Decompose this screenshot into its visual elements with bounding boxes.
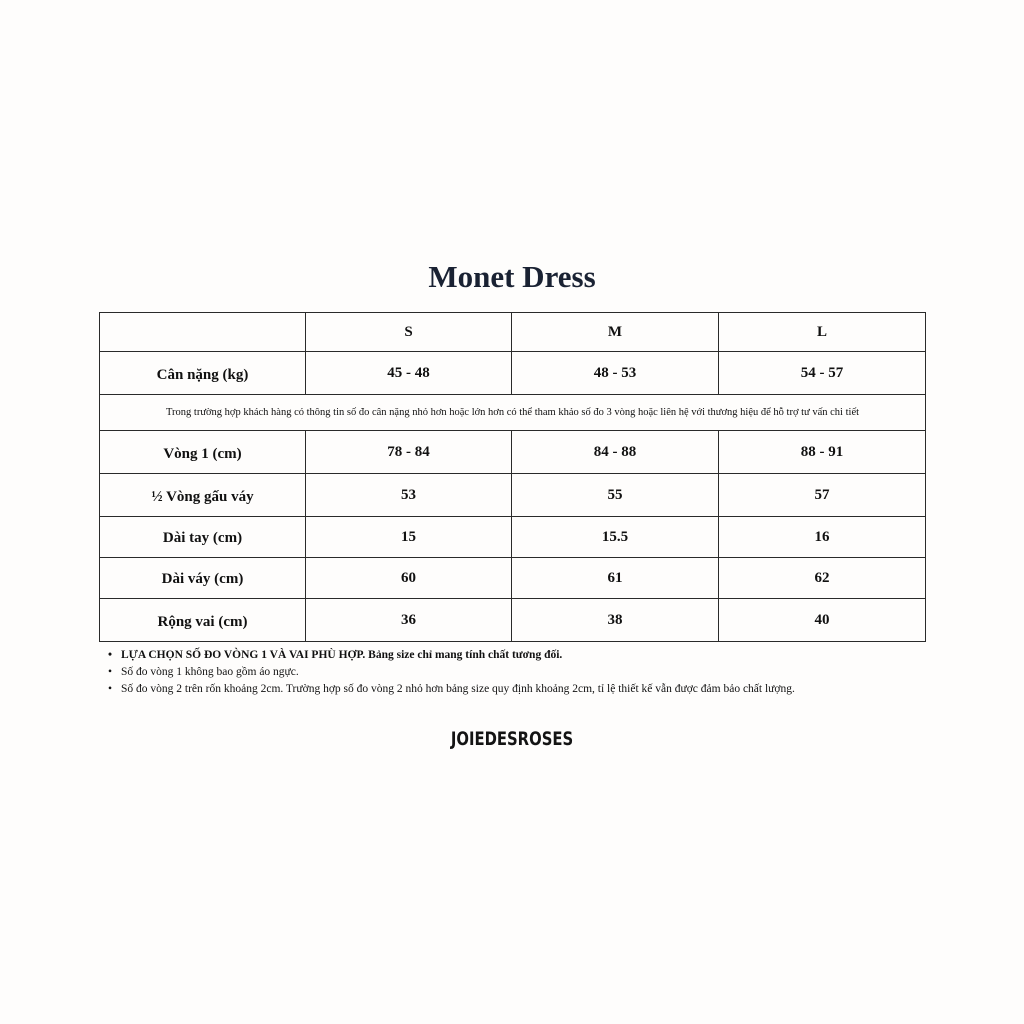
- table-cell: 62: [719, 558, 926, 599]
- table-cell: 48 - 53: [512, 352, 719, 395]
- header-cell-size-m: M: [512, 313, 719, 352]
- table-header-row: [100, 313, 926, 352]
- brand-logo-text: JOIEDESROSES: [450, 728, 574, 750]
- table-row-hem: [100, 474, 926, 517]
- row-label: ½ Vòng gấu váy: [100, 474, 306, 517]
- table-cell: 36: [306, 599, 512, 642]
- table-cell: 40: [719, 599, 926, 642]
- table-cell: 60: [306, 558, 512, 599]
- bullet-icon: •: [108, 666, 113, 678]
- row-label: Cân nặng (kg): [100, 352, 306, 395]
- table-row-sleeve: [100, 517, 926, 558]
- table-cell: 16: [719, 517, 926, 558]
- list-item: [108, 681, 795, 698]
- table-cell: 38: [512, 599, 719, 642]
- table-cell: 88 - 91: [719, 431, 926, 474]
- row-label: Vòng 1 (cm): [100, 431, 306, 474]
- bullet-icon: •: [108, 683, 113, 695]
- header-cell-empty: [100, 313, 306, 352]
- size-notes-list: [108, 647, 795, 698]
- table-cell: 15.5: [512, 517, 719, 558]
- row-label: Rộng vai (cm): [100, 599, 306, 642]
- size-chart-table: [99, 312, 926, 642]
- table-cell: 57: [719, 474, 926, 517]
- weight-note: Trong trường hợp khách hàng có thông tin số đo cân nặng nhỏ hơn hoặc lớn hơn có thể tham khảo số đo 3 vòng hoặc liên hệ với thương hiệu để hỗ trợ tư vấn chi tiết: [100, 395, 926, 431]
- table-row-note: [100, 395, 926, 431]
- row-label: Dài tay (cm): [100, 517, 306, 558]
- table-cell: 54 - 57: [719, 352, 926, 395]
- row-label: Dài váy (cm): [100, 558, 306, 599]
- table-cell: 84 - 88: [512, 431, 719, 474]
- table-row-shoulder: [100, 599, 926, 642]
- note-text: LỰA CHỌN SỐ ĐO VÒNG 1 VÀ VAI PHÙ HỢP. Bảng size chỉ mang tính chất tương đối.: [121, 649, 563, 661]
- note-text: Số đo vòng 2 trên rốn khoảng 2cm. Trường hợp số đo vòng 2 nhỏ hơn bảng size quy định khoảng 2cm, tỉ lệ thiết kế vẫn được đảm bảo chất lượng.: [121, 683, 795, 695]
- table-row-dress-length: [100, 558, 926, 599]
- header-cell-size-s: S: [306, 313, 512, 352]
- page-title: Monet Dress: [428, 259, 596, 294]
- table-cell: 53: [306, 474, 512, 517]
- table-row-bust: [100, 431, 926, 474]
- list-item: [108, 647, 795, 664]
- bullet-icon: •: [108, 649, 113, 661]
- list-item: [108, 664, 795, 681]
- header-cell-size-l: L: [719, 313, 926, 352]
- table-cell: 61: [512, 558, 719, 599]
- table-row-weight: [100, 352, 926, 395]
- note-text: Số đo vòng 1 không bao gồm áo ngực.: [121, 666, 299, 678]
- table-cell: 78 - 84: [306, 431, 512, 474]
- table-cell: 55: [512, 474, 719, 517]
- table-cell: 45 - 48: [306, 352, 512, 395]
- table-cell: 15: [306, 517, 512, 558]
